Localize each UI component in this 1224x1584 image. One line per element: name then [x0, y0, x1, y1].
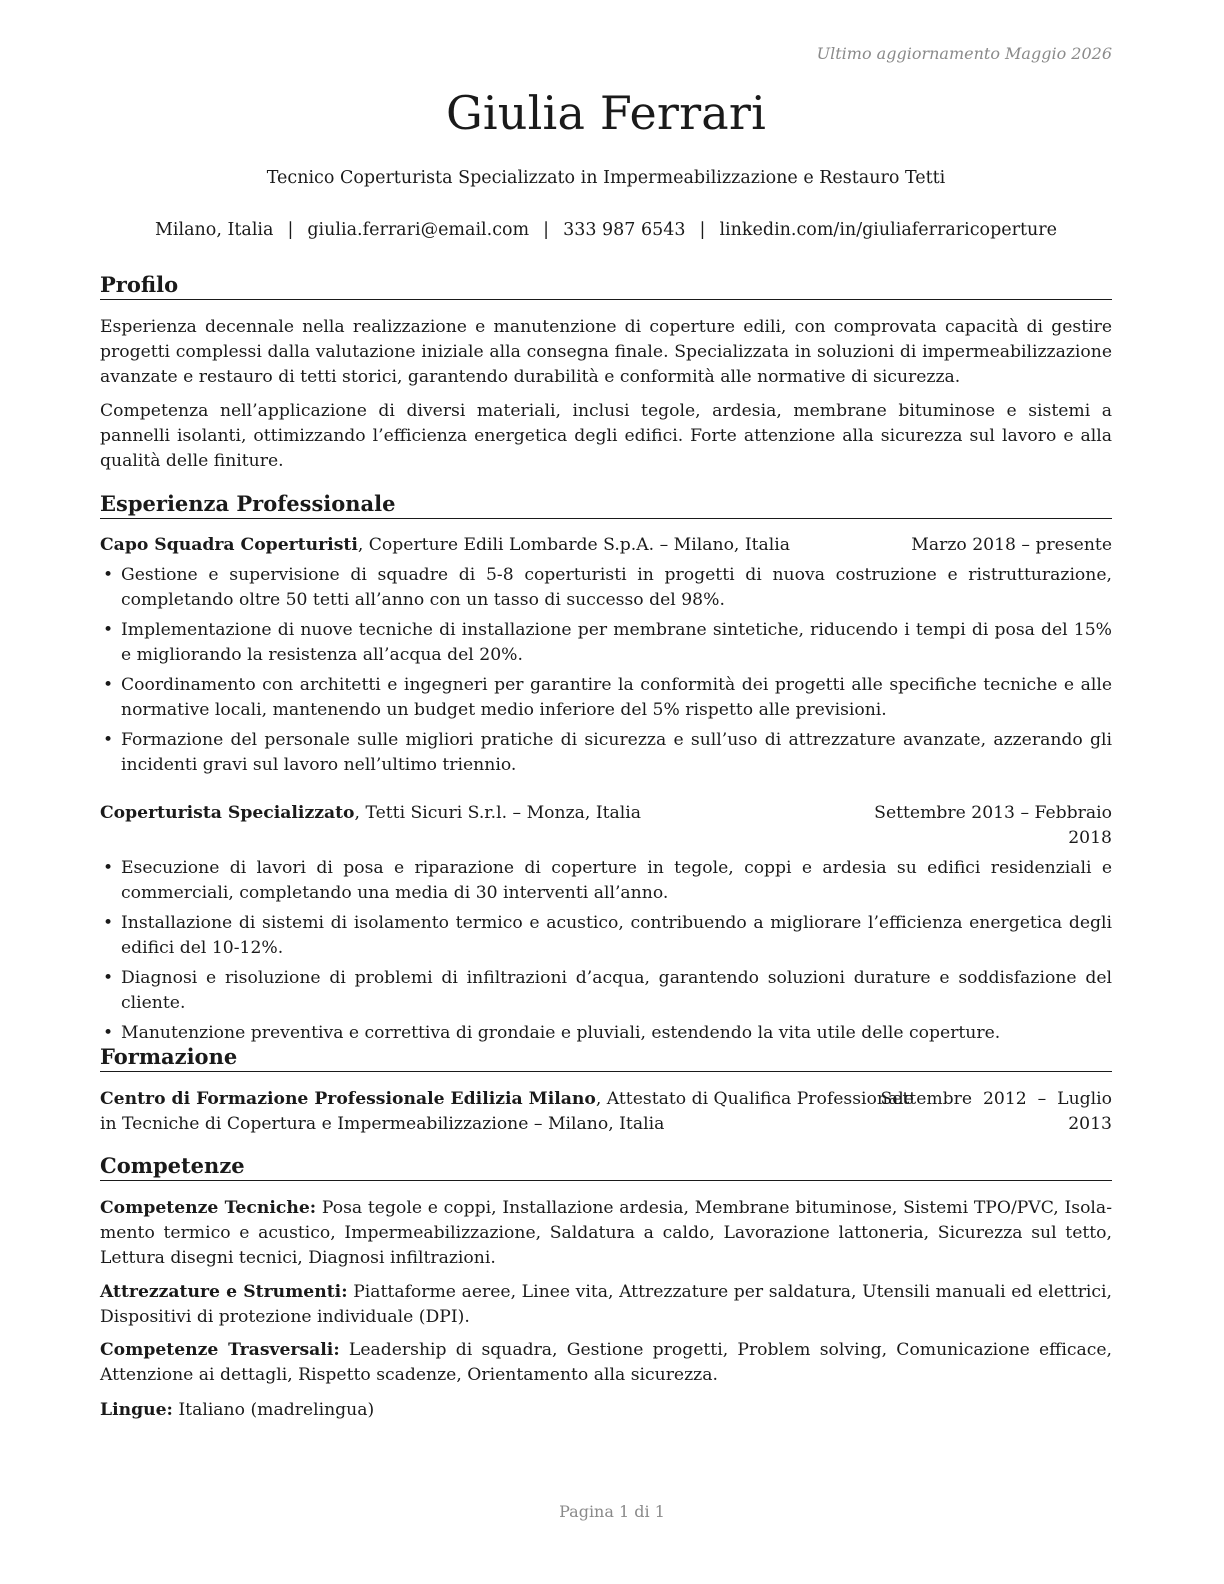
- skill-group: [100, 1338, 1112, 1388]
- contact-separator: |: [543, 220, 550, 240]
- job-bullet-text: Formazione del personale sulle migliori pratiche di sicurezza e sull’uso di attrezzature avanzate, azzerando gli incidenti gravi sul lavoro nell’ultimo triennio.: [121, 730, 1112, 775]
- job-bullet-text: Manutenzione preventiva e correttiva di grondaie e pluviali, estendendo la vita utile delle coperture.: [121, 1023, 1001, 1043]
- job-bullet: [100, 856, 1112, 906]
- job-role: Coperturista Specializzato: [100, 803, 355, 823]
- job-bullet: [100, 1021, 1112, 1046]
- profile-paragraph: Competenza nell’applicazione di diversi materiali, inclusi tegole, ardesia, membrane bituminose e sistemi a pannelli isolanti, ottimizzando l’efficienza energetica degli edifici. Forte attenzione alla sicurezza sul lavoro e alla qualità delle finiture.: [100, 401, 1112, 471]
- section-title-experience: Esperienza Professionale: [100, 491, 1112, 519]
- job-dates: Marzo 2018 – presente: [911, 535, 1112, 555]
- job-bullet-text: Coordinamento con architetti e ingegneri per garantire la conformità dei progetti alle specifiche tecniche e alle normative locali, mantenendo un budget medio inferiore del 5% rispetto alle previsioni.: [121, 675, 1112, 720]
- education-dates: [880, 1087, 1112, 1137]
- skill-group-text: Piattaforme aeree, Linee vita, Attrezzature per saldatura, Utensili manuali ed elettrici, Dispositivi di protezione individuale (DPI).: [100, 1282, 1112, 1327]
- education-dates-line: 2013: [1068, 1114, 1112, 1134]
- skill-group: [100, 1280, 1112, 1330]
- contact-line: [100, 220, 1112, 240]
- skill-group: [100, 1196, 1112, 1271]
- skill-group-text: Italiano (madrelingua): [178, 1400, 375, 1420]
- job-bullet: [100, 728, 1112, 778]
- job-bullet: [100, 618, 1112, 668]
- job-dates-line: 2018: [1068, 828, 1112, 848]
- job-bullet-list: [100, 563, 1112, 783]
- job-company: , Tetti Sicuri S.r.l. – Monza, Italia: [354, 803, 642, 823]
- contact-linkedin[interactable]: linkedin.com/in/giuliaferraricoperture: [719, 220, 1058, 240]
- education-dates-line: Settembre 2012 – Luglio: [880, 1089, 1112, 1109]
- last-updated-note: Ultimo aggiornamento Maggio 2026: [816, 44, 1112, 63]
- job-header: [100, 801, 1112, 848]
- skill-group: [100, 1398, 1112, 1423]
- job-bullet: [100, 563, 1112, 613]
- bullet-dot-icon: •: [103, 620, 114, 640]
- job-header: [100, 533, 1112, 558]
- bullet-dot-icon: •: [103, 968, 114, 988]
- job-bullet: [100, 911, 1112, 961]
- section-title-profile: Profilo: [100, 272, 1112, 300]
- section-title-education: Formazione: [100, 1044, 1112, 1072]
- page-number: Pagina 1 di 1: [559, 1502, 665, 1521]
- skill-group-label: Competenze Trasversali:: [100, 1340, 340, 1360]
- profile-paragraph: Esperienza decennale nella realizzazione e manutenzione di coperture edili, con comprovata capacità di gestire progetti complessi dalla valutazione iniziale alla consegna finale. Specializzata in soluzioni di impermeabilizzazione avanzate e restauro di tetti storici, garantendo durabilità e conformità alle normative di sicurezza.: [100, 317, 1112, 387]
- contact-email[interactable]: giulia.ferrari@email.com: [307, 220, 530, 240]
- bullet-dot-icon: •: [103, 913, 114, 933]
- job-bullet-text: Diagnosi e risoluzione di problemi di infiltrazioni d’acqua, garantendo soluzioni durature e soddisfazione del cliente.: [121, 968, 1112, 1013]
- bullet-dot-icon: •: [103, 730, 114, 750]
- contact-separator: |: [287, 220, 294, 240]
- job-bullet-text: Installazione di sistemi di isolamento termico e acustico, contribuendo a migliorare l’efficienza energetica degli edifici del 10-12%.: [121, 913, 1112, 958]
- contact-location: Milano, Italia: [154, 220, 274, 240]
- candidate-tagline: Tecnico Coperturista Specializzato in Impermeabilizzazione e Restauro Tetti: [266, 168, 946, 188]
- job-bullet-text: Implementazione di nuove tecniche di installazione per membrane sintetiche, riducendo i tempi di posa del 15% e migliorando la resistenza all’acqua del 20%.: [121, 620, 1112, 665]
- candidate-name: Giulia Ferrari: [445, 86, 767, 140]
- section-title-skills: Competenze: [100, 1153, 1112, 1181]
- job-bullet-list: [100, 856, 1112, 1051]
- skill-group-label: Lingue:: [100, 1400, 173, 1420]
- skill-group-text: Posa tegole e coppi, Installazione ardesia, Membrane bituminose, Sistemi TPO/PVC, Isolamento termico e acustico, Impermeabilizzazione, Saldatura a caldo, Lavorazione lattoneria, Sicurezza sul tetto, Lettura disegni tecnici, Diagnosi infiltrazioni.: [100, 1198, 1112, 1268]
- job-company: , Coperture Edili Lombarde S.p.A. – Milano, Italia: [357, 535, 791, 555]
- bullet-dot-icon: •: [103, 565, 114, 585]
- job-bullet: [100, 673, 1112, 723]
- job-bullet-text: Gestione e supervisione di squadre di 5-8 coperturisti in progetti di nuova costruzione e ristrutturazione, completando oltre 50 tetti all’anno con un tasso di successo del 98%.: [121, 565, 1112, 610]
- job-bullet: [100, 966, 1112, 1016]
- skill-group-text: Leadership di squadra, Gestione progetti, Problem solving, Comunicazione efficace, Attenzione ai dettagli, Rispetto scadenze, Orientamento alla sicurezza.: [100, 1340, 1112, 1385]
- job-role: Capo Squadra Coperturisti: [100, 535, 358, 555]
- bullet-dot-icon: •: [103, 675, 114, 695]
- skill-group-label: Attrezzature e Strumenti:: [100, 1282, 348, 1302]
- job-bullet-text: Esecuzione di lavori di posa e riparazione di coperture in tegole, coppi e ardesia su edifici residenziali e commerciali, completando una media di 30 interventi all’anno.: [121, 858, 1112, 903]
- skill-group-label: Competenze Tecniche:: [100, 1198, 317, 1218]
- education-entry: [100, 1087, 1112, 1137]
- bullet-dot-icon: •: [103, 858, 114, 878]
- job-dates: [874, 801, 1112, 851]
- contact-phone[interactable]: 333 987 6543: [563, 220, 686, 240]
- contact-separator: |: [699, 220, 706, 240]
- bullet-dot-icon: •: [103, 1023, 114, 1043]
- job-dates-line: Settembre 2013 – Febbraio: [874, 803, 1112, 823]
- education-line: in Tecniche di Copertura e Impermeabilizzazione – Milano, Italia: [100, 1114, 665, 1134]
- education-qualification: , Attestato di Qualifica Professionale: [595, 1089, 914, 1109]
- education-school: Centro di Formazione Professionale Edilizia Milano: [100, 1089, 596, 1109]
